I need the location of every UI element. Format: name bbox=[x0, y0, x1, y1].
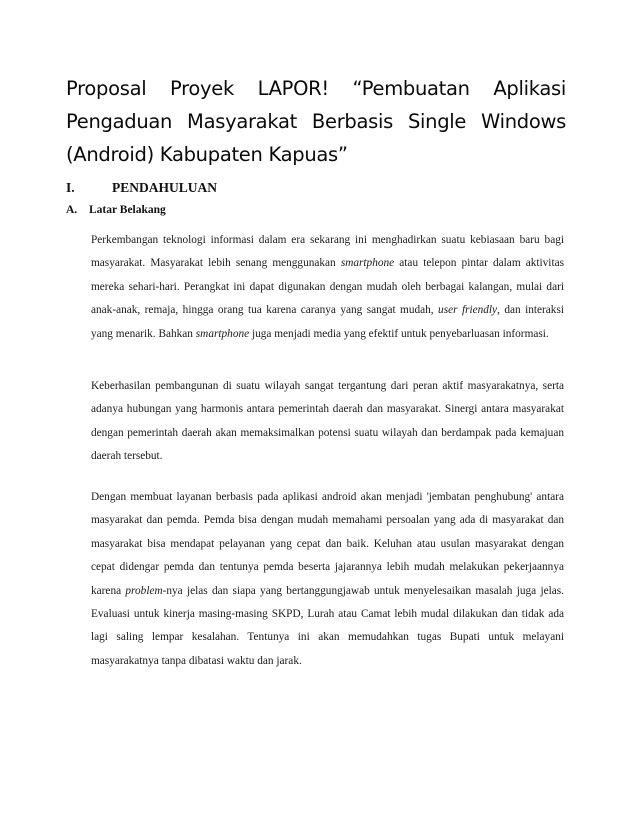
paragraph-1-text-d: juga menjadi media yang efektif untuk penyebarluasan informasi. bbox=[249, 327, 549, 340]
paragraph-1-term-user-friendly: user friendly bbox=[438, 304, 498, 317]
section-heading bbox=[66, 180, 566, 196]
document-title: Proposal Proyek LAPOR! “Pembuatan Aplikasi Pengaduan Masyarakat Berbasis Single Windows (Android) Kabupaten Kapuas” bbox=[66, 77, 566, 166]
paragraph-2: Keberhasilan pembangunan di suatu wilayah sangat tergantung dari peran aktif masyarakatnya, serta adanya hubungan yang harmonis antara pemerintah daerah dan masyarakat. Sinergi antara masyarakat dengan pemerintah daerah akan memaksimalkan potensi suatu wilayah dan berdampak pada kemajuan daerah tersebut. bbox=[91, 380, 564, 463]
section-title: PENDAHULUAN bbox=[112, 180, 218, 195]
paragraph-1-text-a: Perkembangan teknologi informasi dalam era sekarang ini menghadirkan suatu kebiasaan baru bagi masyarakat. Masyarakat lebih senang menggunakan bbox=[91, 234, 564, 270]
section-number: I. bbox=[66, 180, 75, 195]
paragraph-1-term-smartphone: smartphone bbox=[340, 257, 395, 270]
subsection-number: A. bbox=[66, 204, 78, 216]
paragraph-3 bbox=[91, 486, 564, 673]
subsection-heading bbox=[66, 203, 566, 217]
paragraph-1-text-b: atau telepon pintar dalam aktivitas mereka sehari-hari. Perangkat ini dapat digunakan dengan mudah oleh berbagai kalangan, mulai dari anak-anak, remaja, hingga orang tua karena caranya yang sangat mudah, bbox=[91, 257, 564, 317]
subsection-title: Latar Belakang bbox=[89, 204, 166, 216]
paragraph-3-term-problem: problem bbox=[125, 584, 163, 597]
paragraph-1-text-c: , dan interaksi yang menarik. Bahkan bbox=[91, 304, 564, 340]
paragraph-1-term-smartphone-2: smartphone bbox=[195, 327, 250, 340]
paragraph-1 bbox=[91, 229, 564, 346]
paragraph-3-text-a: Dengan membuat layanan berbasis pada aplikasi android akan menjadi 'jembatan penghubung' antara masyarakat dan pemda. Pemda bisa dengan mudah memahami persoalan yang ada di masyarakat dan masyarakat bisa mendapat pelayanan yang cepat dan baik. Keluhan atau usulan masyarakat dengan cepat didengar pemda dan tentunya pemda beserta jajarannya lebih mudah melakukan pekerjaannya karena bbox=[91, 491, 564, 597]
paragraph-3-text-b: -nya jelas dan siapa yang bertanggungjawab untuk menyelesaikan masalah juga jelas. Evaluasi untuk kinerja masing-masing SKPD, Lurah atau Camat lebih mudal dilakukan dan tidak ada lagi saling lempar kesalahan. Tentunya ini akan memudahkan tugas Bupati untuk melayani masyarakatnya tanpa dibatasi waktu dan jarak. bbox=[91, 584, 564, 667]
